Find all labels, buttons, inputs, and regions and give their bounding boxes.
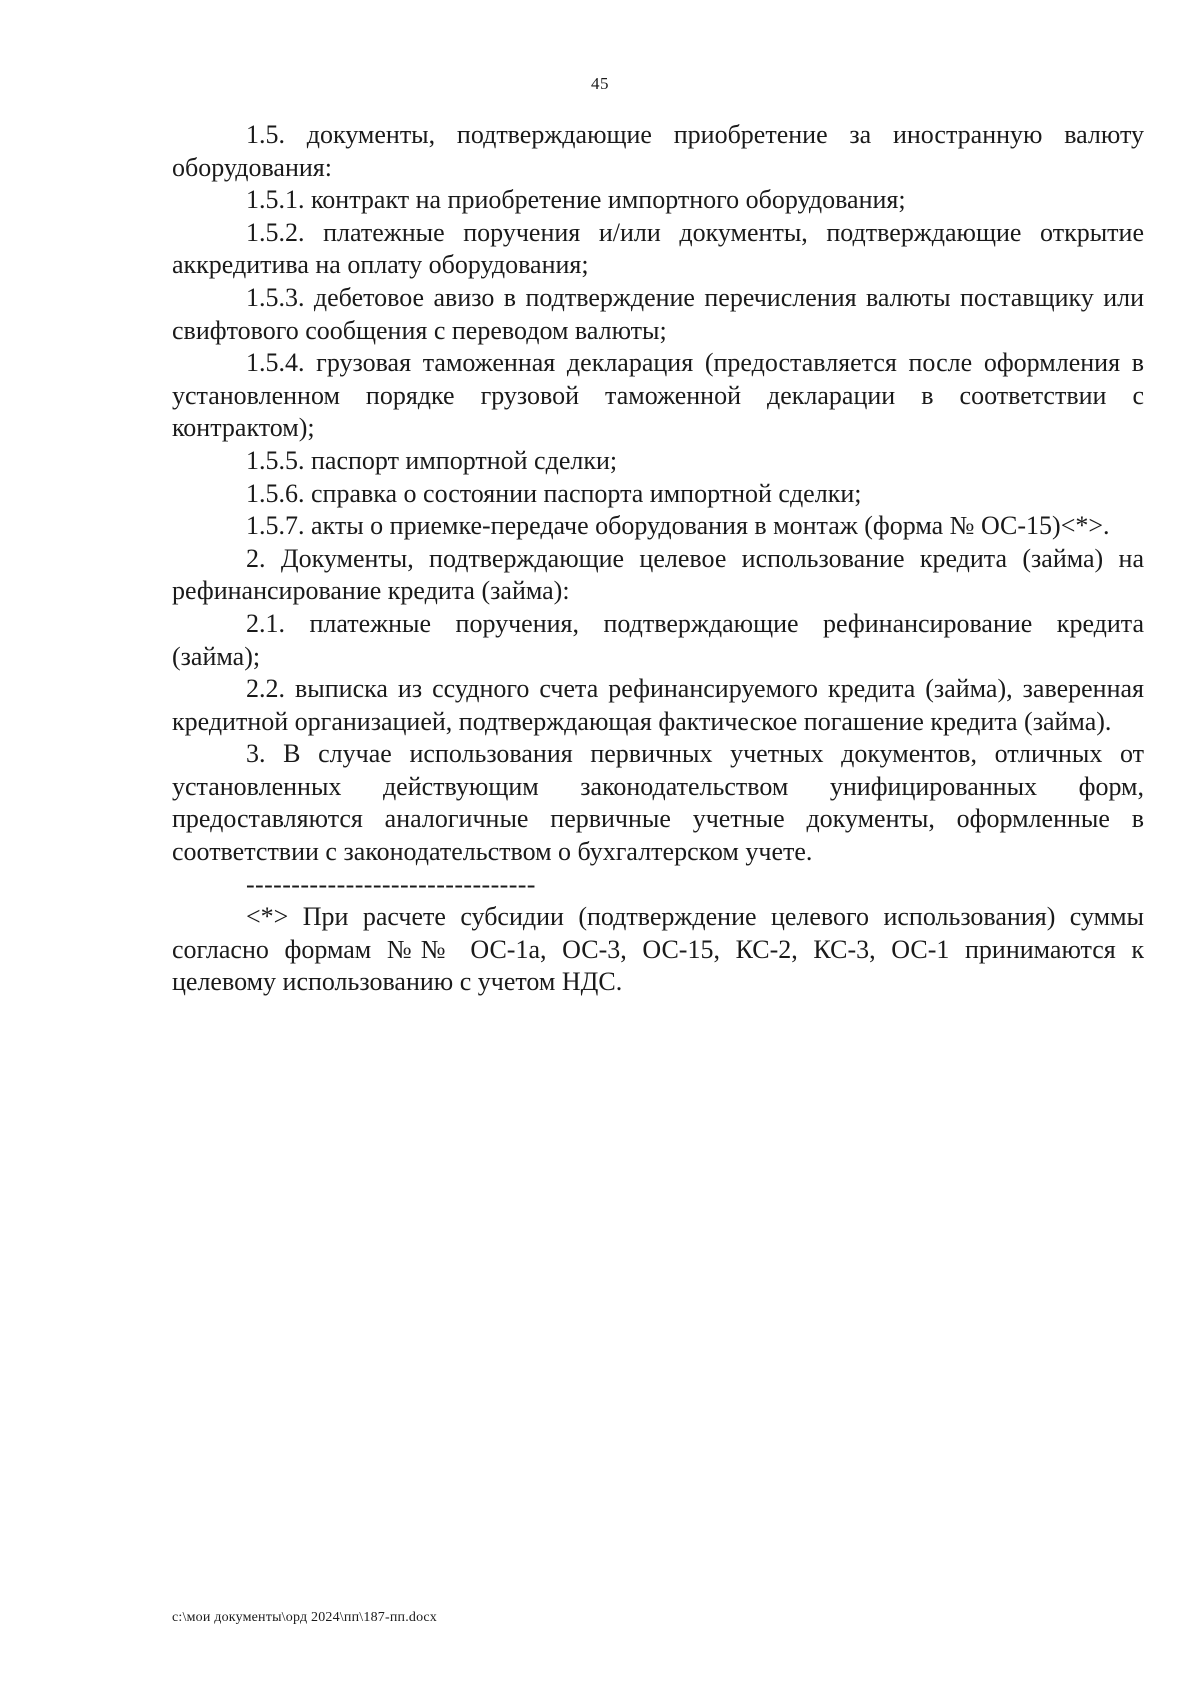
paragraph-2: 2. Документы, подтверждающие целевое использование кредита (займа) на рефинансирование кредита (займа):: [172, 543, 1144, 606]
paragraph-1-5: 1.5. документы, подтверждающие приобретение за иностранную валюту оборудования:: [172, 120, 1144, 182]
paragraph-3: 3. В случае использования первичных учетных документов, отличных от установленных действующим законодательством унифицированных форм, предоставляются аналогичные первичные учетные документы, оформленные в соответствии с законодательством о бухгалтерском учете.: [172, 739, 1144, 867]
document-body: [172, 119, 1144, 999]
footnote-separator: --------------------------------: [246, 869, 536, 899]
paragraph-2-2: 2.2. выписка из ссудного счета рефинансируемого кредита (займа), заверенная кредитной организацией, подтверждающая фактическое погашение кредита (займа).: [172, 674, 1144, 736]
paragraph-1-5-1: 1.5.1. контракт на приобретение импортного оборудования;: [246, 185, 906, 215]
file-path-footer: c:\мои документы\орд 2024\пп\187-пп.docx: [172, 1610, 437, 1625]
paragraph-1-5-4: 1.5.4. грузовая таможенная декларация (предоставляется после оформления в установленном порядке грузовой таможенной декларации в соответствии с контрактом);: [172, 348, 1144, 443]
page-number: 45: [591, 74, 609, 93]
paragraph-2-1: 2.1. платежные поручения, подтверждающие рефинансирование кредита (займа);: [172, 608, 1144, 671]
paragraph-1-5-3: 1.5.3. дебетовое авизо в подтверждение перечисления валюты поставщику или свифтового сообщения с переводом валюты;: [172, 282, 1144, 345]
paragraph-1-5-2: 1.5.2. платежные поручения и/или документы, подтверждающие открытие аккредитива на оплату оборудования;: [172, 217, 1144, 280]
footnote: <*> При расчете субсидии (подтверждение целевого использования) суммы согласно формам №№ ОС-1а, ОС-3, ОС-15, КС-2, КС-3, ОС-1 принимаются к целевому использованию с учетом НДС.: [172, 902, 1144, 997]
paragraph-1-5-7: 1.5.7. акты о приемке-передаче оборудования в монтаж (форма № ОС-15)<*>.: [246, 511, 1110, 541]
paragraph-1-5-5: 1.5.5. паспорт импортной сделки;: [246, 445, 618, 475]
paragraph-1-5-6: 1.5.6. справка о состоянии паспорта импортной сделки;: [246, 478, 862, 508]
